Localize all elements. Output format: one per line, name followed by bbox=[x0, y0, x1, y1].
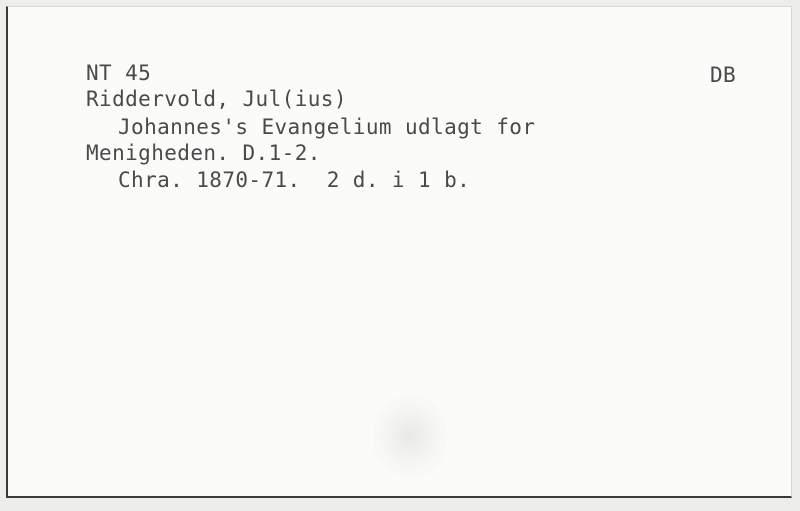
title-line-2: Menigheden. D.1-2. bbox=[86, 141, 321, 165]
title-line-1: Johannes's Evangelium udlagt for bbox=[118, 115, 536, 139]
call-number: NT 45 bbox=[86, 61, 152, 85]
location-code: DB bbox=[710, 63, 737, 87]
catalog-card bbox=[6, 6, 792, 498]
paper-smudge bbox=[373, 395, 447, 477]
author-heading: Riddervold, Jul(ius) bbox=[86, 87, 347, 111]
imprint-line: Chra. 1870-71. 2 d. i 1 b. bbox=[118, 168, 471, 192]
